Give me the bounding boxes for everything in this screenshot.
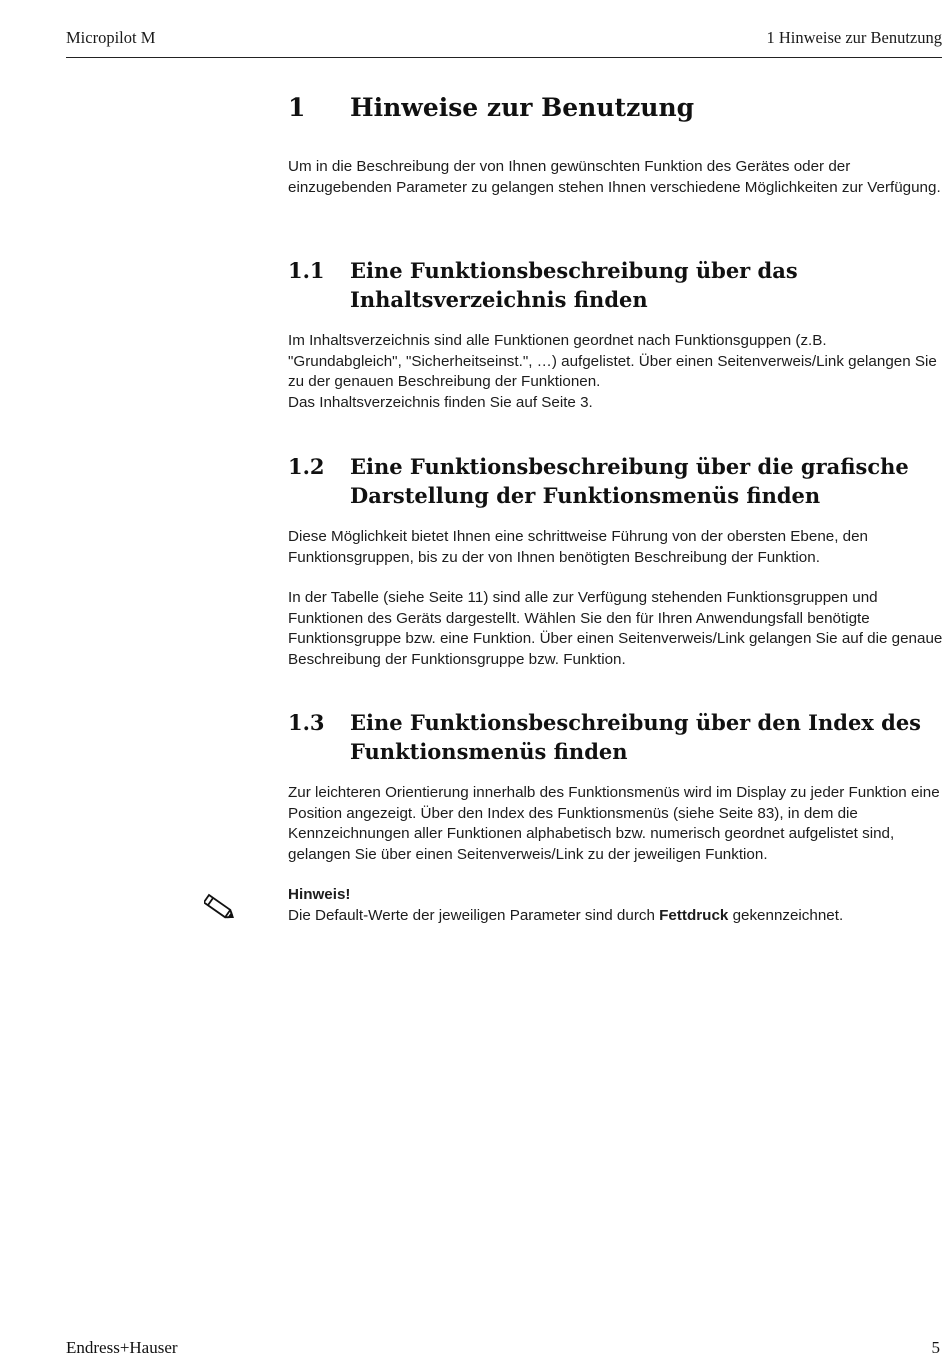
section-number: 1.3 [288,710,325,735]
chapter-intro: Um in die Beschreibung der von Ihnen gewünschten Funktion des Gerätes oder der einzugebenden Parameter zu gelangen stehen Ihnen verschiedene Möglichkeiten zur Verfügung. [288,158,941,196]
chapter-heading [288,93,928,123]
header-chapter-title: 1 Hinweise zur Benutzung [766,28,942,47]
section-heading-1-3 [288,708,928,766]
footer-page-number: 5 [931,1338,940,1357]
section-number: 1.2 [288,454,325,479]
section-1-1-paragraph: Im Inhaltsverzeichnis sind alle Funktionen geordnet nach Funktionsguppen (z.B. "Grundabgleich", "Sicherheitseinst.", …) aufgelistet. Über einen Seitenverweis/Link gelangen Sie zu der genauen Beschreibung der Funktionen. [288,332,937,391]
section-title: Eine Funktionsbeschreibung über das Inhaltsverzeichnis finden [350,258,798,312]
section-title: Eine Funktionsbeschreibung über den Index des Funktionsmenüs finden [350,710,922,764]
note-text-start: Die Default-Werte der jeweiligen Parameter sind durch [288,906,660,924]
running-header [66,28,942,58]
section-heading-1-2 [288,452,928,510]
section-number: 1.1 [288,258,325,283]
chapter-title: Hinweise zur Benutzung [350,93,695,122]
section-1-3-paragraph: Zur leichteren Orientierung innerhalb des Funktionsmenüs wird im Display zu jeder Funktion eine Position angezeigt. Über den Index des Funktionsmenüs (siehe Seite 83), in dem die Kennzeichnungen aller Funktionen alphabetisch bzw. numerisch geordnet aufgelistet sind, gelangen Sie über einen Seitenverweis/Link zu der jeweiligen Funktion. [288,784,940,863]
note-text-end: gekennzeichnet. [728,906,844,924]
note-block [288,885,944,926]
section-1-2-paragraph-2: In der Tabelle (siehe Seite 11) sind alle zur Verfügung stehenden Funktionsgruppen und Funktionen des Geräts dargestellt. Wählen Sie den für Ihren Anwendungsfall benötigte Funktionsgruppe bzw. eine Funktion. Über einen Seitenverweis/Link gelangen Sie auf die genaue Beschreibung der Funktionsgruppe bzw. Funktion. [288,589,943,668]
section-1-1-paragraph-ref: Das Inhaltsverzeichnis finden Sie auf Seite 3. [288,394,593,411]
note-text [288,906,944,927]
footer-brand: Endress+Hauser [66,1338,178,1357]
section-heading-1-1 [288,256,928,314]
note-text-bold: Fettdruck [659,906,729,924]
pencil-icon [204,886,248,922]
header-document-title: Micropilot M [66,28,156,47]
note-title: Hinweis! [288,886,351,903]
section-1-2-paragraph-1: Diese Möglichkeit bietet Ihnen eine schrittweise Führung von der obersten Ebene, den Funktionsgruppen, bis zu der von Ihnen benötigten Beschreibung der Funktion. [288,528,869,566]
section-title: Eine Funktionsbeschreibung über die grafische Darstellung der Funktionsmenüs finden [350,454,909,508]
chapter-number: 1 [288,93,306,122]
